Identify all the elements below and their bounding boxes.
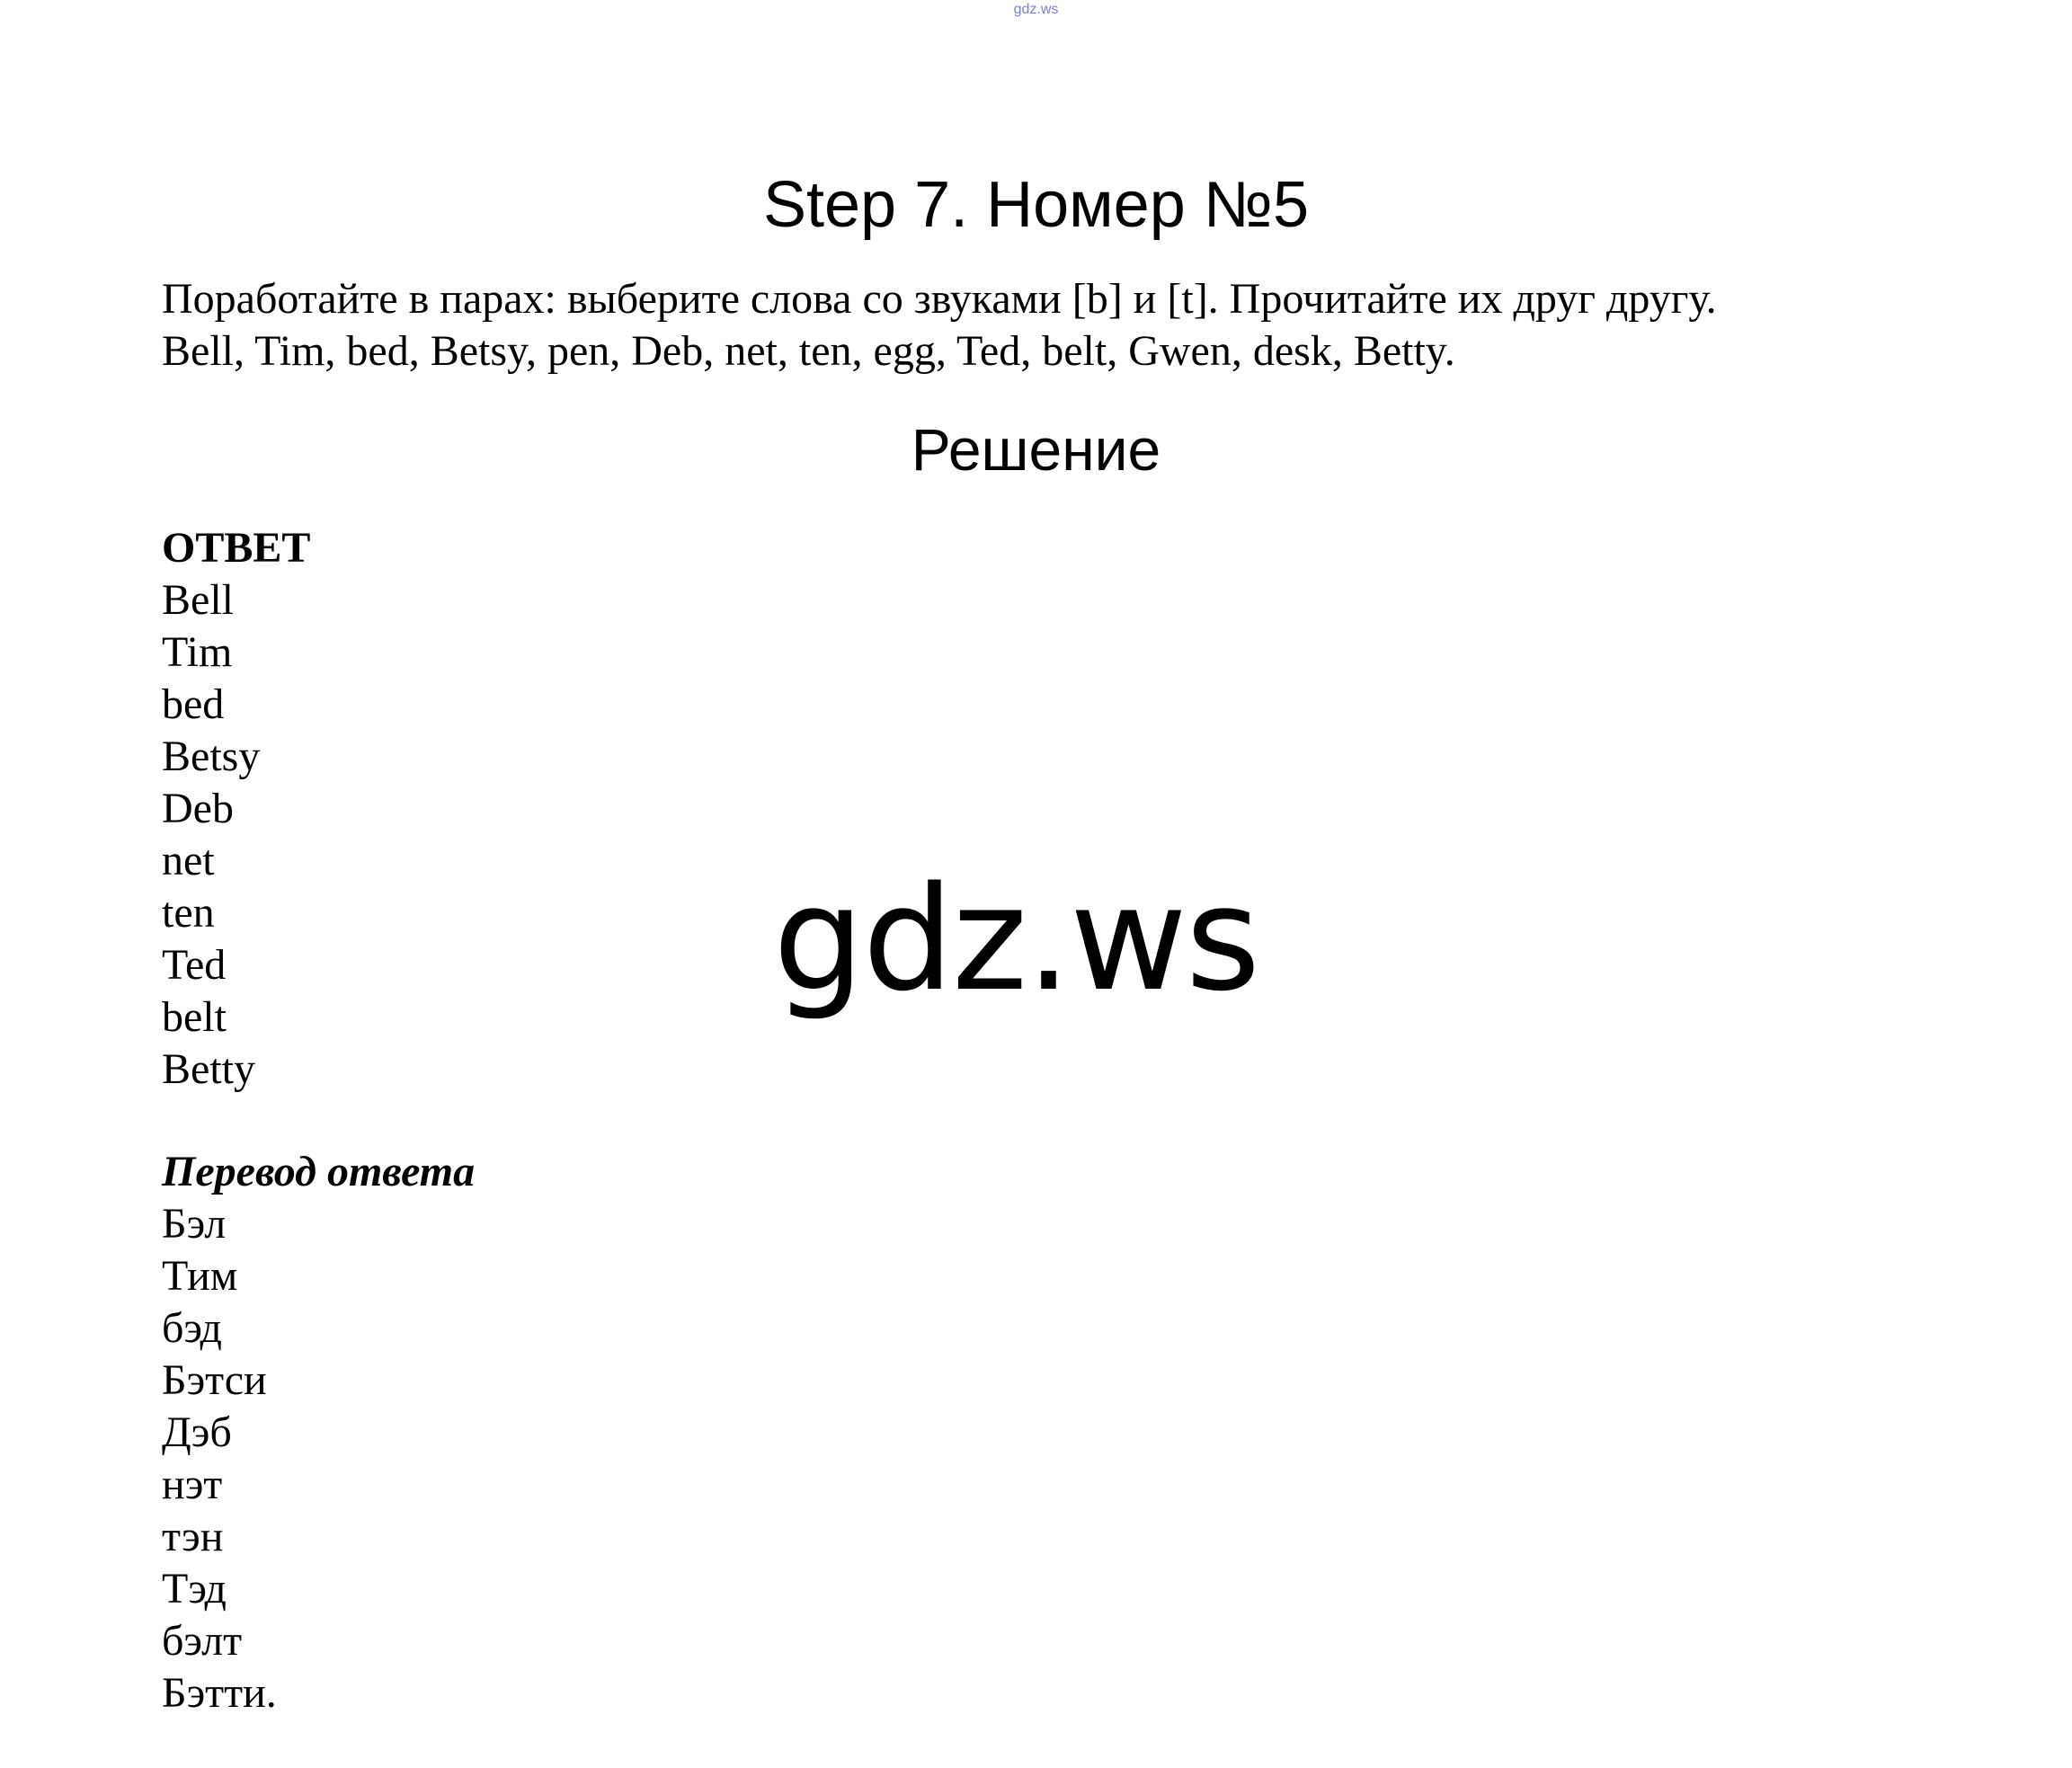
page-title: Step 7. Номер №5 xyxy=(762,169,1310,241)
solution-heading: Решение xyxy=(911,416,1161,483)
answer-item: Tim xyxy=(162,628,233,676)
task-text xyxy=(162,273,1942,378)
translation-item: Тим xyxy=(162,1252,238,1300)
translation-item: Бэтси xyxy=(162,1356,267,1404)
translation-section xyxy=(162,1146,475,1719)
translation-item: Тэд xyxy=(162,1565,227,1613)
translation-item: Дэб xyxy=(162,1408,232,1456)
answer-item: Betty xyxy=(162,1045,255,1093)
translation-item: нэт xyxy=(162,1461,223,1508)
answer-section xyxy=(162,522,310,1096)
answer-item: Deb xyxy=(162,785,234,832)
answer-item: belt xyxy=(162,993,227,1041)
task-word-list: Bell, Tim, bed, Betsy, pen, Deb, net, ten, egg, Ted, belt, Gwen, desk, Betty. xyxy=(162,327,1455,375)
answer-heading: ОТВЕТ xyxy=(162,524,311,572)
translation-heading: Перевод ответа xyxy=(162,1148,476,1195)
watermark: gdz.ws xyxy=(773,855,1259,1023)
translation-item: бэлт xyxy=(162,1617,243,1665)
translation-item: Бэл xyxy=(162,1200,227,1248)
answer-item: Betsy xyxy=(162,733,261,780)
translation-item: бэд xyxy=(162,1304,222,1352)
task-instruction: Поработайте в парах: выберите слова со звуками [b] и [t]. Прочитайте их друг другу. xyxy=(162,275,1717,323)
translation-item: тэн xyxy=(162,1513,224,1560)
answer-item: Ted xyxy=(162,941,227,989)
site-link[interactable]: gdz.ws xyxy=(1013,2,1059,17)
answer-item: net xyxy=(162,837,215,884)
answer-item: Bell xyxy=(162,576,234,624)
translation-item: Бэтти. xyxy=(162,1669,277,1717)
answer-item: ten xyxy=(162,889,215,937)
answer-item: bed xyxy=(162,680,225,728)
